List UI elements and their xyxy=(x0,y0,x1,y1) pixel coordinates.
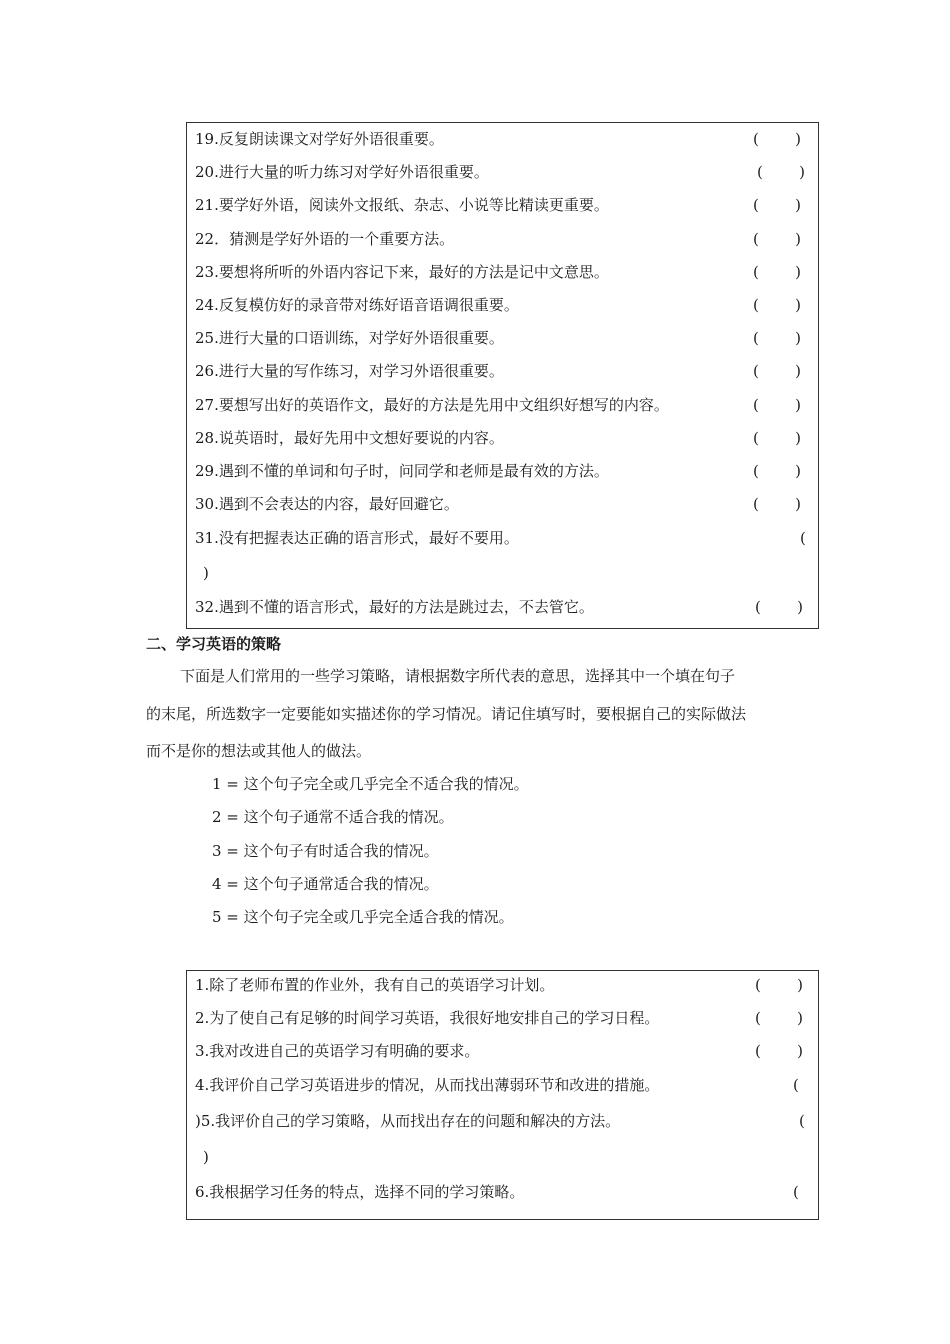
question-row-21: 21.要学好外语，阅读外文报纸、杂志、小说等比精读更重要。 ( ) xyxy=(187,193,818,217)
strategy-row-5-wrap xyxy=(187,1145,818,1169)
question-row-25: 25.进行大量的口语训练，对学好外语很重要。 ( ) xyxy=(187,326,818,350)
answer-open-paren[interactable]: ( xyxy=(793,1076,799,1094)
question-text: 31.没有把握表达正确的语言形式，最好不要用。 xyxy=(195,529,519,547)
scale-item-1: 1 = 这个句子完全或几乎完全不适合我的情况。 xyxy=(212,775,529,793)
question-text: 27.要想写出好的英语作文，最好的方法是先用中文组织好想写的内容。 xyxy=(195,396,669,414)
question-row-30: 30.遇到不会表达的内容，最好回避它。 ( ) xyxy=(187,492,818,516)
intro-line-2: 的末尾，所选数字一定要能如实描述你的学习情况。请记住填写时，要根据自己的实际做法 xyxy=(146,705,747,723)
answer-close-paren[interactable]: ) xyxy=(203,1148,209,1166)
strategy-text: 2.为了使自己有足够的时间学习英语，我很好地安排自己的学习日程。 xyxy=(195,1009,660,1027)
strategy-text: 4.我评价自己学习英语进步的情况，从而找出薄弱环节和改进的措施。 xyxy=(195,1076,660,1094)
intro-line-3: 而不是你的想法或其他人的做法。 xyxy=(146,742,372,760)
question-row-27: 27.要想写出好的英语作文，最好的方法是先用中文组织好想写的内容。 ( ) xyxy=(187,393,818,417)
question-row-22: 22．猜测是学好外语的一个重要方法。 ( ) xyxy=(187,227,818,251)
question-text: 21.要学好外语，阅读外文报纸、杂志、小说等比精读更重要。 xyxy=(195,196,609,214)
strategy-row-1: 1.除了老师布置的作业外，我有自己的英语学习计划。 ( ) xyxy=(187,973,818,997)
strategy-row-2: 2.为了使自己有足够的时间学习英语，我很好地安排自己的学习日程。 ( ) xyxy=(187,1006,818,1030)
question-text: 19.反复朗读课文对学好外语很重要。 xyxy=(195,130,444,148)
question-text: 32.遇到不懂的语言形式，最好的方法是跳过去，不去管它。 xyxy=(195,598,594,616)
question-row-29: 29.遇到不懂的单词和句子时，问同学和老师是最有效的方法。 ( ) xyxy=(187,459,818,483)
strategy-text: )5.我评价自己的学习策略，从而找出存在的问题和解决的方法。 xyxy=(195,1112,621,1130)
question-text: 30.遇到不会表达的内容，最好回避它。 xyxy=(195,495,459,513)
question-row-28: 28.说英语时，最好先用中文想好要说的内容。 ( ) xyxy=(187,426,818,450)
questionnaire-table-1 xyxy=(186,122,819,629)
questionnaire-table-2 xyxy=(186,970,819,1220)
question-row-19: 19.反复朗读课文对学好外语很重要。 ( ) xyxy=(187,127,818,151)
question-row-31 xyxy=(187,526,818,550)
scale-item-3: 3 = 这个句子有时适合我的情况。 xyxy=(212,842,439,860)
scale-item-4: 4 = 这个句子通常适合我的情况。 xyxy=(212,875,439,893)
strategy-text: 3.我对改进自己的英语学习有明确的要求。 xyxy=(195,1042,480,1060)
answer-open-paren[interactable]: ( xyxy=(793,1183,799,1201)
strategy-row-5 xyxy=(187,1109,818,1133)
scale-item-5: 5 = 这个句子完全或几乎完全适合我的情况。 xyxy=(212,908,514,926)
strategy-row-3: 3.我对改进自己的英语学习有明确的要求。 ( ) xyxy=(187,1039,818,1063)
strategy-text: 6.我根据学习任务的特点，选择不同的学习策略。 xyxy=(195,1183,525,1201)
answer-close-paren[interactable]: ) xyxy=(203,564,209,582)
intro-line-1: 下面是人们常用的一些学习策略，请根据数字所代表的意思，选择其中一个填在句子 xyxy=(180,667,736,685)
question-text: 23.要想将所听的外语内容记下来，最好的方法是记中文意思。 xyxy=(195,263,609,281)
section-heading: 二、学习英语的策略 xyxy=(146,635,282,653)
question-text: 24.反复模仿好的录音带对练好语音语调很重要。 xyxy=(195,296,519,314)
question-row-32: 32.遇到不懂的语言形式，最好的方法是跳过去，不去管它。 ( ) xyxy=(187,595,818,619)
question-text: 22．猜测是学好外语的一个重要方法。 xyxy=(195,230,455,248)
question-row-26: 26.进行大量的写作练习，对学习外语很重要。 ( ) xyxy=(187,359,818,383)
question-row-23: 23.要想将所听的外语内容记下来，最好的方法是记中文意思。 ( ) xyxy=(187,260,818,284)
question-row-31-wrap xyxy=(187,561,818,585)
strategy-row-4 xyxy=(187,1073,818,1097)
strategy-row-6 xyxy=(187,1180,818,1204)
question-row-20: 20.进行大量的听力练习对学好外语很重要。 ( ) xyxy=(187,160,818,184)
question-text: 25.进行大量的口语训练，对学好外语很重要。 xyxy=(195,329,504,347)
answer-open-paren[interactable]: ( xyxy=(799,1112,805,1130)
scale-item-2: 2 = 这个句子通常不适合我的情况。 xyxy=(212,808,454,826)
question-text: 28.说英语时，最好先用中文想好要说的内容。 xyxy=(195,429,504,447)
question-text: 20.进行大量的听力练习对学好外语很重要。 xyxy=(195,163,489,181)
question-row-24: 24.反复模仿好的录音带对练好语音语调很重要。 ( ) xyxy=(187,293,818,317)
question-text: 29.遇到不懂的单词和句子时，问同学和老师是最有效的方法。 xyxy=(195,462,609,480)
answer-open-paren[interactable]: ( xyxy=(800,529,806,547)
question-text: 26.进行大量的写作练习，对学习外语很重要。 xyxy=(195,362,504,380)
strategy-text: 1.除了老师布置的作业外，我有自己的英语学习计划。 xyxy=(195,976,555,994)
